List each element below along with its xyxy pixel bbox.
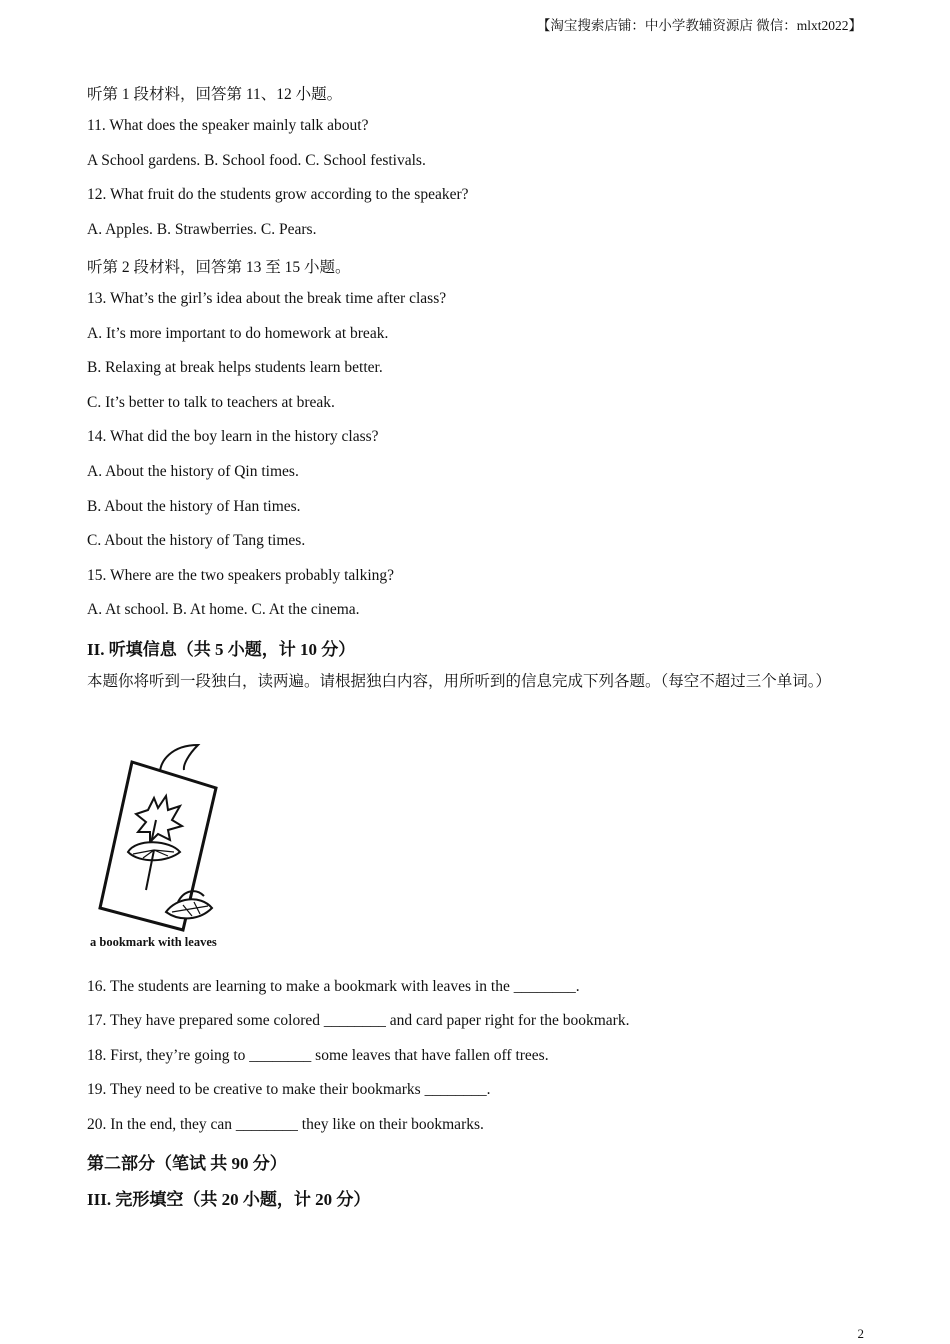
fill-item-19: 19. They need to be creative to make their bookmarks ________. <box>87 1081 491 1098</box>
option-13a: A. It’s more important to do homework at break. <box>87 325 389 342</box>
options-12: A. Apples. B. Strawberries. C. Pears. <box>87 221 317 238</box>
fill-item-20: 20. In the end, they can ________ they like on their bookmarks. <box>87 1116 484 1133</box>
bookmark-illustration <box>88 740 238 955</box>
figure-caption: a bookmark with leaves <box>90 935 217 949</box>
fill-item-18: 18. First, they’re going to ________ some leaves that have fallen off trees. <box>87 1047 549 1064</box>
option-14a: A. About the history of Qin times. <box>87 463 299 480</box>
page-number: 2 <box>857 1326 864 1341</box>
section-2-heading: II. 听填信息（共 5 小题，计 10 分） <box>87 640 356 659</box>
page-header: 【淘宝搜索店铺：中小学教辅资源店 微信：mlxt2022】 <box>536 18 862 33</box>
option-13b: B. Relaxing at break helps students learn better. <box>87 359 383 376</box>
section-2-instruction: 本题你将听到一段独白，读两遍。请根据独白内容，用所听到的信息完成下列各题。（每空不超过三个单词。） <box>87 673 832 690</box>
section-3-heading: III. 完形填空（共 20 小题，计 20 分） <box>87 1190 371 1209</box>
part-2-heading: 第二部分（笔试 共 90 分） <box>87 1154 287 1173</box>
question-14: 14. What did the boy learn in the history class? <box>87 428 379 445</box>
fill-item-17: 17. They have prepared some colored ________ and card paper right for the bookmark. <box>87 1012 630 1029</box>
question-11: 11. What does the speaker mainly talk about? <box>87 117 369 134</box>
question-12: 12. What fruit do the students grow according to the speaker? <box>87 186 469 203</box>
question-13: 13. What’s the girl’s idea about the break time after class? <box>87 290 447 307</box>
fill-item-16: 16. The students are learning to make a bookmark with leaves in the ________. <box>87 978 580 995</box>
listening-instruction-1: 听第 1 段材料，回答第 11、12 小题。 <box>87 86 343 103</box>
option-13c: C. It’s better to talk to teachers at break. <box>87 394 335 411</box>
option-14c: C. About the history of Tang times. <box>87 532 306 549</box>
option-14b: B. About the history of Han times. <box>87 498 301 515</box>
options-11: A School gardens. B. School food. C. School festivals. <box>87 152 426 169</box>
bookmark-drawing <box>88 740 238 935</box>
question-15: 15. Where are the two speakers probably talking? <box>87 567 395 584</box>
options-15: A. At school. B. At home. C. At the cinema. <box>87 601 360 618</box>
listening-instruction-2: 听第 2 段材料，回答第 13 至 15 小题。 <box>87 259 351 276</box>
